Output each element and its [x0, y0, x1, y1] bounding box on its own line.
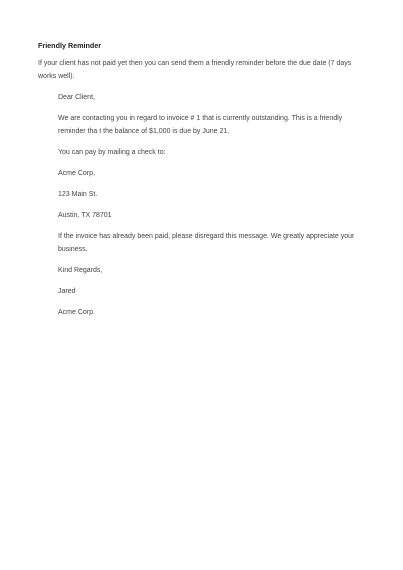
letter-greeting: Dear Client,: [58, 94, 95, 101]
signer-name: Jared: [58, 288, 76, 295]
address-name: Acme Corp,: [58, 170, 95, 177]
address-street: 123 Main St.: [58, 191, 98, 198]
letter-paragraph-line-1: We are contacting you in regard to invoice # 1 that is currently outstanding. This is a friendly: [58, 115, 343, 122]
payment-instruction: You can pay by mailing a check to:: [58, 149, 166, 156]
intro-paragraph: If your client has not paid yet then you can send them a friendly reminder before the due date (7 days works well).: [38, 60, 352, 80]
closing: Kind Regards,: [58, 267, 103, 274]
address-city: Austin, TX 78701: [58, 212, 112, 219]
company-name: Acme Corp.: [58, 309, 95, 316]
document-heading: Friendly Reminder: [38, 41, 102, 50]
letter-paragraph-line-2: reminder tha t the balance of $1,000 is due by June 21.: [58, 128, 230, 135]
disregard-line-1: If the invoice has already been paid, please disregard this message. We greatly appreciate your: [58, 233, 355, 240]
disregard-line-2: business.: [58, 246, 88, 253]
